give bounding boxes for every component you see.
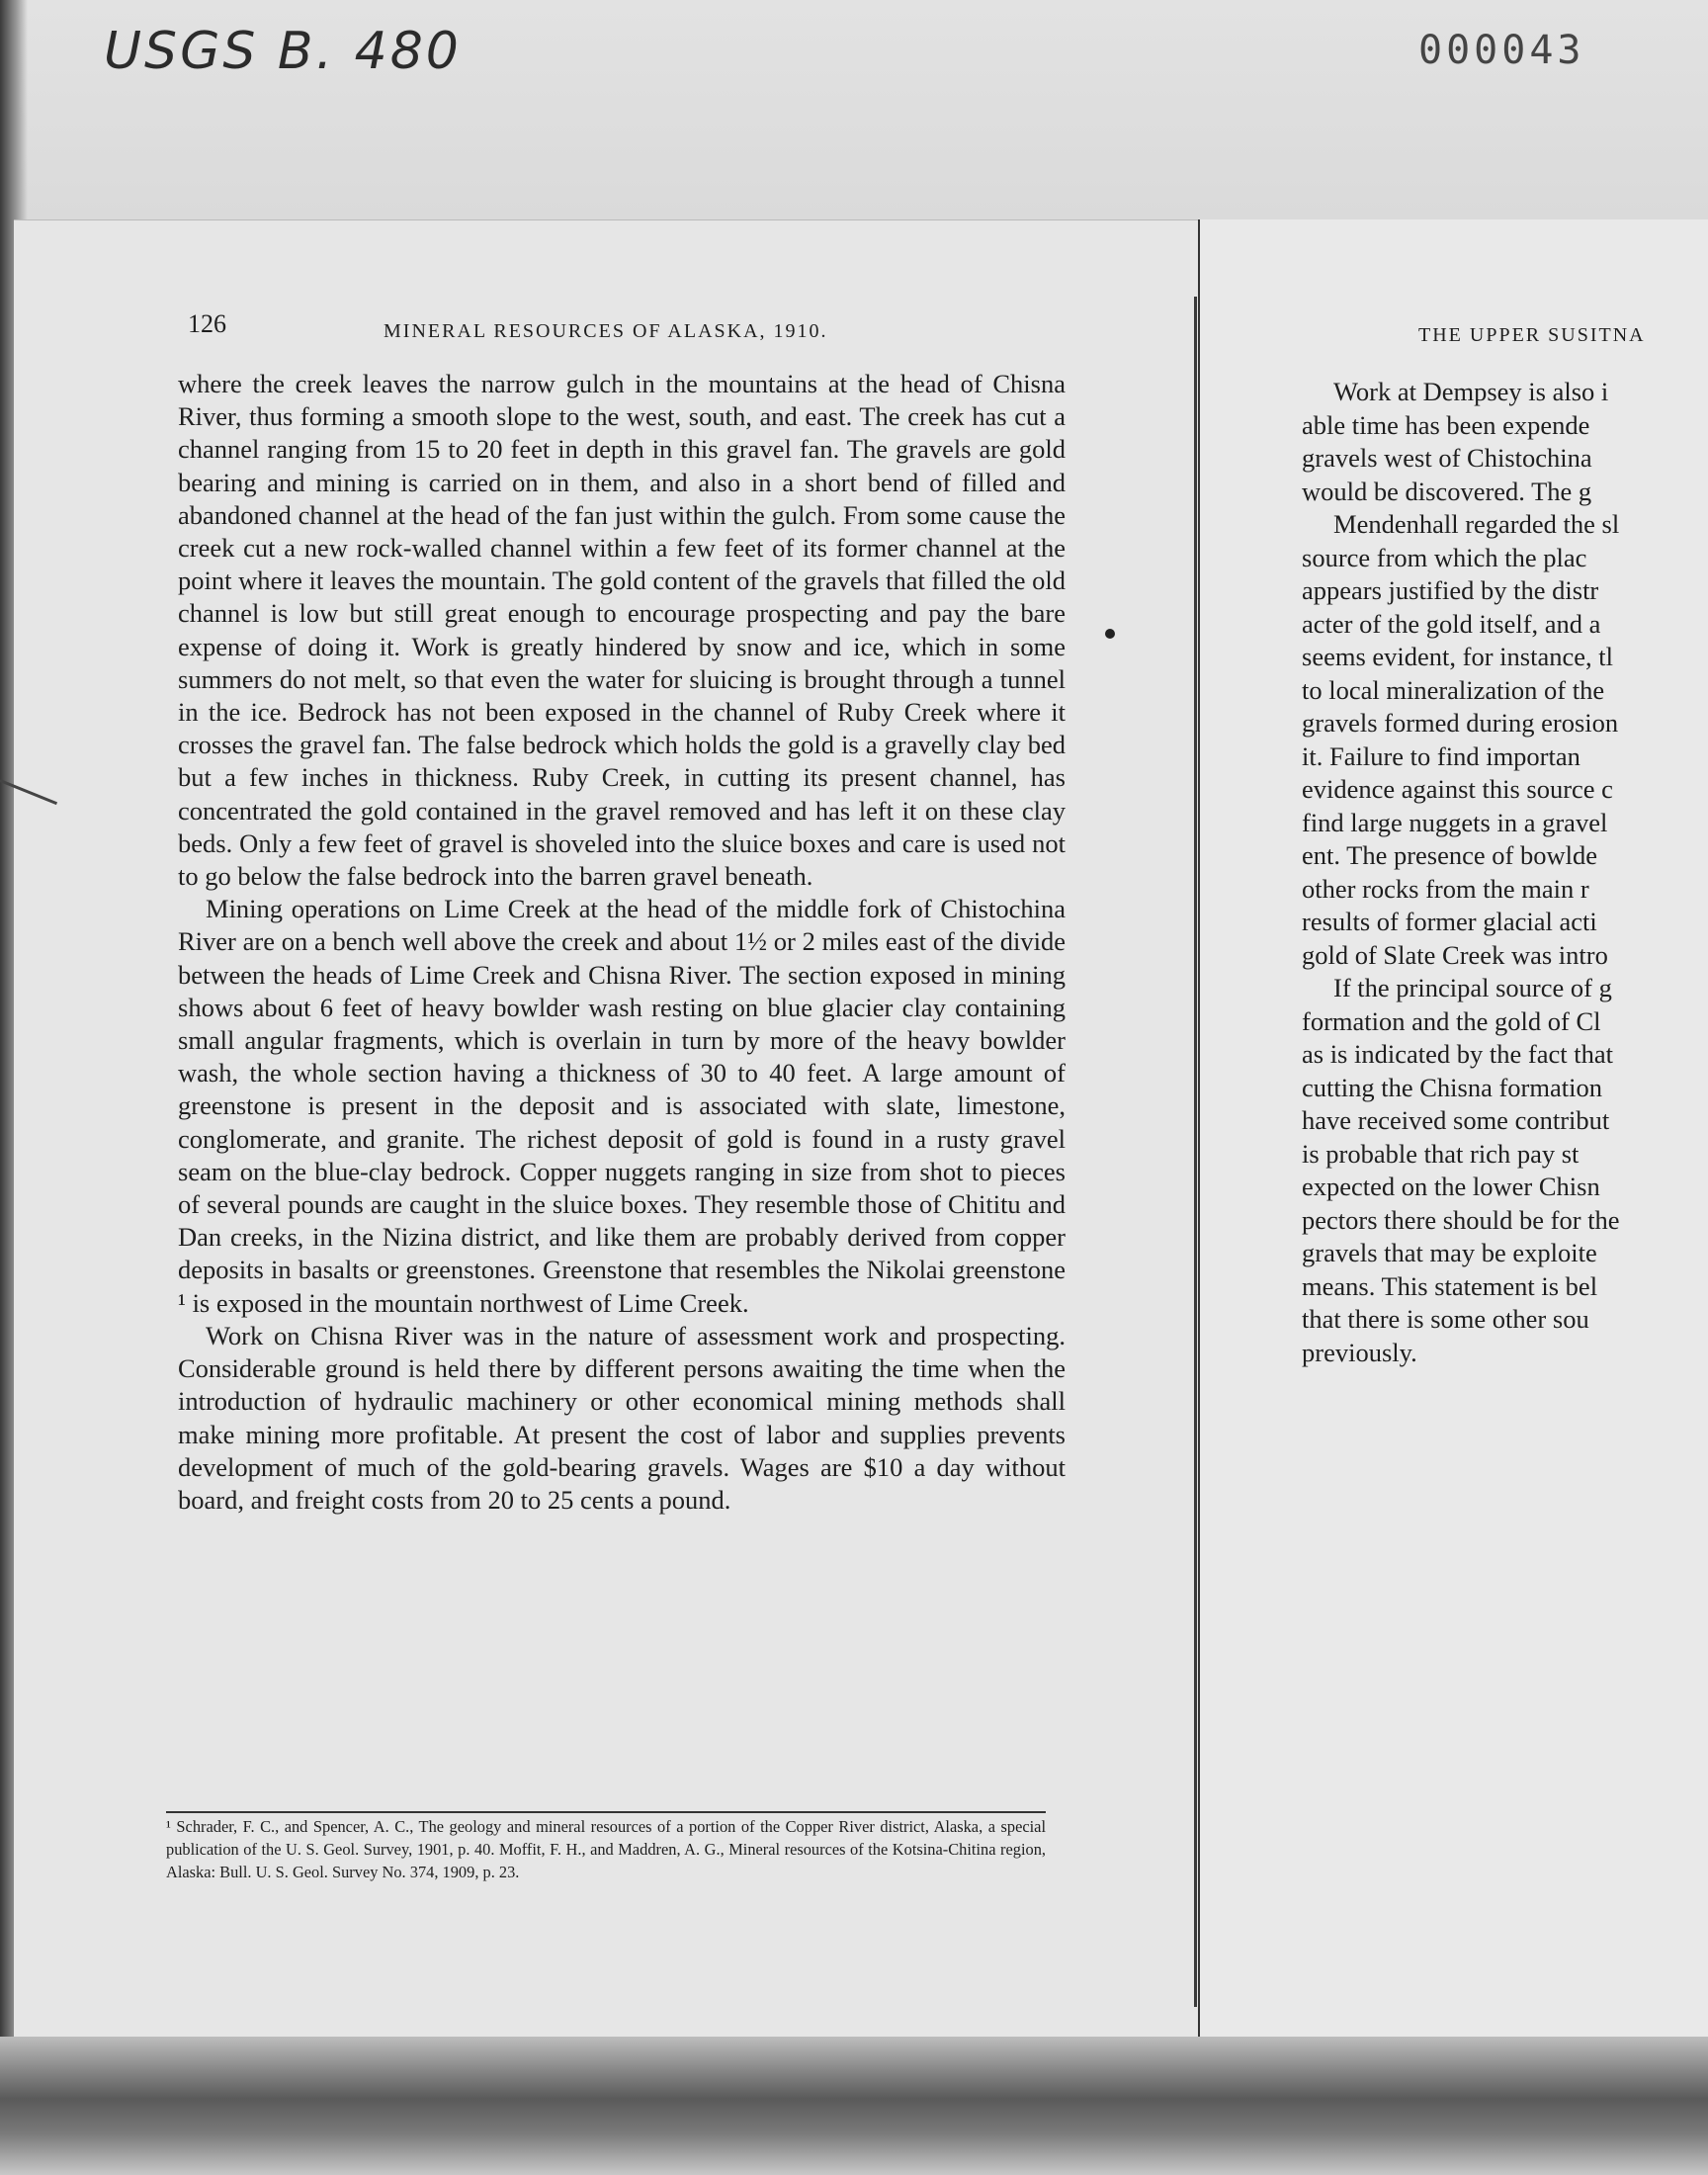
right-line: formation and the gold of Cl (1302, 1005, 1601, 1036)
footnote-rule (166, 1811, 1046, 1813)
right-line: would be discovered. The g (1302, 476, 1592, 506)
right-line: cutting the Chisna formation (1302, 1072, 1602, 1102)
paragraph-1: where the creek leaves the narrow gulch in the mountains at the head of Chisna River, thus forming a smooth slope to the west, south, and east. The creek has cut a channel ranging from 15 to 20 feet in depth in this gravel fan. The gravels are gold bearing and mining is carried on in them, and also in a short bend of filled and abandoned channel at the head of the fan just within the gulch. From some cause the creek cut a new rock-walled channel within a few feet of its former channel at the point where it leaves the mountain. The gold content of the gravels that filled the old channel is low but still great enough to encourage prospecting and pay the bare expense of doing it. Work is greatly hindered by snow and ice, which in some summers do not melt, so that even the water for sluicing is brought through a tunnel in the ice. Bedrock has not been exposed in the channel of Ruby Creek where it crosses the gravel fan. The false bedrock which holds the gold is a gravelly clay bed but a few inches in thickness. Ruby Creek, in cutting its present channel, has concentrated the gold contained in the gravel removed and has left it on these clay beds. Only a few feet of gravel is shoveled into the sluice boxes and care is used not to go below the false bedrock into the barren gravel beneath. (178, 369, 1066, 892)
paragraph-2: Mining operations on Lime Creek at the head of the middle fork of Chistochina River are on a bench well above the creek and about 1½ or 2 miles east of the divide between the heads of Lime Creek and Chisna River. The section exposed in mining shows about 6 feet of heavy bowlder wash resting on blue glacier clay containing small angular fragments, which is overlain in turn by more of the heavy bowlder wash, the whole section having a thickness of 30 to 40 feet. A large amount of greenstone is present in the deposit and is associated with slate, limestone, conglomerate, and granite. The richest deposit of gold is found in a rusty gravel seam on the blue-clay bedrock. Copper nuggets ranging in size from shot to pieces of several pounds are caught in the sluice boxes. They resemble those of Chititu and Dan creeks, in the Nizina district, and like them are probably derived from copper deposits in basalts or greenstones. Greenstone that resembles the Nikolai greenstone ¹ is exposed in the mountain northwest of Lime Creek. (178, 894, 1066, 1318)
right-line: as is indicated by the fact that (1302, 1039, 1613, 1069)
stamp-number: 000043 (1418, 28, 1585, 73)
right-line: able time has been expende (1302, 409, 1590, 440)
right-line: it. Failure to find importan (1302, 740, 1580, 771)
page-gutter (1194, 297, 1197, 2007)
right-line: other rocks from the main r (1302, 873, 1589, 904)
footnote: ¹ Schrader, F. C., and Spencer, A. C., The geology and mineral resources of a portion of the Copper River district, Alaska, a special publication of the U. S. Geol. Survey, 1901, p. 40. Moffit, F. H., and Maddren, A. G., Mineral resources of the Kotsina-Chitina region, Alaska: Bull. U. S. Geol. Survey No. 374, 1909, p. 23. (166, 1817, 1046, 1881)
margin-dot (1105, 629, 1115, 639)
right-line: pectors there should be for the (1302, 1204, 1620, 1235)
right-line: have received some contribut (1302, 1105, 1610, 1135)
right-line: ent. The presence of bowlde (1302, 840, 1597, 870)
right-line: results of former glacial acti (1302, 907, 1597, 936)
page-number: 126 (188, 309, 226, 338)
right-line: is probable that rich pay st (1302, 1138, 1580, 1169)
right-line: gold of Slate Creek was intro (1302, 939, 1608, 970)
right-line: appears justified by the distr (1302, 575, 1599, 605)
right-page-text (1302, 376, 1708, 1369)
right-line: that there is some other sou (1302, 1304, 1589, 1334)
right-line: If the principal source of g (1333, 973, 1612, 1002)
scan-bottom-shadow (0, 2037, 1708, 2175)
right-line: source from which the plac (1302, 542, 1587, 572)
right-line: evidence against this source c (1302, 774, 1613, 804)
body-text (178, 368, 1066, 1517)
right-line: acter of the gold itself, and a (1302, 608, 1601, 639)
right-line: gravels that may be exploite (1302, 1238, 1597, 1267)
handwritten-label: USGS B. 480 (104, 22, 462, 81)
right-line: expected on the lower Chisn (1302, 1172, 1600, 1201)
right-line: means. This statement is bel (1302, 1270, 1598, 1301)
right-line: seems evident, for instance, tl (1302, 642, 1613, 671)
running-head: MINERAL RESOURCES OF ALASKA, 1910. (384, 320, 828, 342)
paragraph-3: Work on Chisna River was in the nature of assessment work and prospecting. Considerable ground is held there by different persons awaiting the time when the introduction of hydraulic machinery or other economical mining methods shall make mining more profitable. At present the cost of labor and supplies prevents development of much of the gold-bearing gravels. Wages are $10 a day without board, and freight costs from 20 to 25 cents a pound. (178, 1320, 1066, 1515)
right-line: gravels west of Chistochina (1302, 443, 1592, 473)
right-line: to local mineralization of the (1302, 674, 1605, 705)
right-line: Mendenhall regarded the sl (1333, 509, 1620, 539)
right-running-head: THE UPPER SUSITNA (1418, 324, 1646, 346)
right-line: Work at Dempsey is also i (1333, 377, 1609, 406)
right-line: gravels formed during erosion (1302, 708, 1619, 738)
right-line: find large nuggets in a gravel (1302, 807, 1608, 837)
right-line: previously. (1302, 1337, 1417, 1367)
